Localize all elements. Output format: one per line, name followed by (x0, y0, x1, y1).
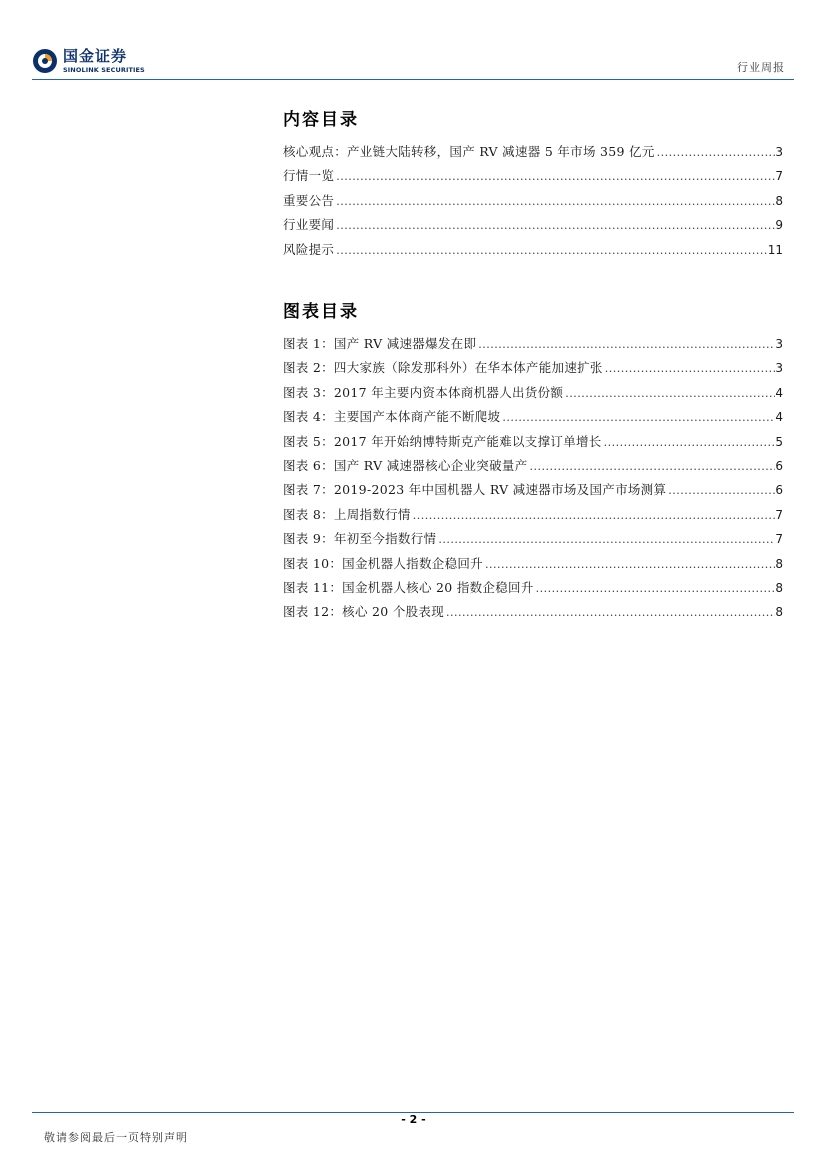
leader-dots (334, 214, 775, 237)
contents-entry-label: 重要公告 (283, 192, 335, 208)
figure-entry[interactable] (283, 405, 783, 429)
figure-entry-label: 图表 8：上周指数行情 (283, 506, 411, 522)
figure-entry[interactable] (283, 454, 783, 478)
leader-dots (655, 141, 776, 164)
figure-entry-label: 图表 2：四大家族（除发那科外）在华本体产能加速扩张 (283, 360, 603, 376)
figure-entry-label: 图表 1：国产 RV 减速器爆发在即 (283, 336, 477, 351)
logo-chinese-name: 国金证券 (63, 47, 128, 65)
contents-entry-page-number: 9 (775, 218, 783, 233)
figure-entry-page-number: 8 (775, 580, 783, 595)
figures-title: 图表目录 (283, 302, 359, 322)
contents-entry[interactable] (283, 213, 783, 237)
contents-entry-label: 风险提示 (283, 241, 335, 257)
figure-entry-page-number: 6 (775, 483, 783, 498)
leader-dots (411, 504, 776, 527)
header-divider (32, 79, 794, 80)
figure-entry[interactable] (283, 430, 783, 454)
figure-entry-label: 图表 9：年初至今指数行情 (283, 531, 437, 547)
figure-entry[interactable] (283, 332, 783, 356)
figure-entry-label: 图表 6：国产 RV 减速器核心企业突破量产 (283, 457, 528, 473)
leader-dots (334, 165, 775, 188)
figure-entry[interactable] (283, 356, 783, 380)
contents-entry-page-number: 11 (767, 242, 783, 257)
contents-entry[interactable] (283, 189, 783, 213)
contents-entry-page-number: 7 (775, 169, 783, 184)
disclaimer-note: 敬请参阅最后一页特别声明 (44, 1131, 188, 1144)
figure-entry-label: 图表 11：国金机器人核心 20 指数企稳回升 (283, 579, 534, 595)
page-header (0, 0, 827, 82)
leader-dots (483, 553, 775, 576)
leader-dots (603, 357, 776, 380)
leader-dots (436, 528, 775, 551)
contents-list (283, 140, 783, 262)
contents-section (283, 108, 783, 262)
figure-entry-page-number: 8 (775, 556, 783, 571)
leader-dots (500, 406, 775, 429)
figure-entry-label: 图表 3：2017 年主要内资本体商机器人出货份额 (283, 384, 564, 400)
leader-dots (444, 601, 775, 624)
contents-entry[interactable] (283, 140, 783, 164)
figure-entry-page-number: 8 (775, 605, 783, 620)
figure-entry-page-number: 3 (775, 337, 783, 351)
figure-entry-page-number: 6 (775, 458, 783, 473)
figure-entry[interactable] (283, 503, 783, 527)
leader-dots (334, 190, 775, 213)
leader-dots (602, 431, 776, 454)
contents-entry-label: 核心观点：产业链大陆转移，国产 RV 减速器 5 年市场 359 亿元 (283, 144, 655, 159)
contents-entry[interactable] (283, 238, 783, 262)
contents-entry-page-number: 8 (775, 193, 783, 208)
figure-entry[interactable] (283, 527, 783, 551)
figure-entry-page-number: 7 (775, 507, 783, 522)
leader-dots (534, 577, 776, 600)
figure-entry-label: 图表 10：国金机器人指数企稳回升 (283, 555, 483, 571)
leader-dots (666, 479, 775, 502)
contents-entry[interactable] (283, 164, 783, 188)
figure-entry-page-number: 4 (775, 385, 783, 400)
page-number: - 2 - (401, 1113, 426, 1126)
figure-entry-label: 图表 5：2017 年开始纳博特斯克产能难以支撑订单增长 (283, 433, 602, 449)
figure-entry[interactable] (283, 552, 783, 576)
figure-entry[interactable] (283, 381, 783, 405)
leader-dots (476, 333, 775, 356)
leader-dots (527, 455, 775, 478)
figure-entry-page-number: 7 (775, 532, 783, 547)
figures-section (283, 300, 783, 625)
contents-entry-label: 行业要闻 (283, 217, 335, 233)
figure-entry-page-number: 4 (775, 410, 783, 425)
figures-list (283, 332, 783, 625)
report-type-label: 行业周报 (737, 61, 785, 74)
logo-english-name: SINOLINK SECURITIES (63, 66, 145, 74)
figure-entry-label: 图表 4：主要国产本体商产能不断爬坡 (283, 409, 501, 425)
figure-entry-label: 图表 12：核心 20 个股表现 (283, 604, 445, 620)
figure-entry[interactable] (283, 478, 783, 502)
leader-dots (334, 239, 768, 262)
figure-entry[interactable] (283, 600, 783, 624)
contents-title: 内容目录 (283, 110, 359, 130)
contents-entry-page-number: 3 (775, 145, 783, 159)
figure-entry-page-number: 5 (775, 434, 783, 449)
contents-entry-label: 行情一览 (283, 168, 335, 184)
company-logo (32, 47, 162, 77)
leader-dots (563, 382, 775, 405)
figure-entry[interactable] (283, 576, 783, 600)
sinolink-logo-icon (32, 48, 58, 74)
figure-entry-page-number: 3 (775, 361, 783, 376)
figure-entry-label: 图表 7：2019-2023 年中国机器人 RV 减速器市场及国产市场测算 (283, 482, 667, 498)
